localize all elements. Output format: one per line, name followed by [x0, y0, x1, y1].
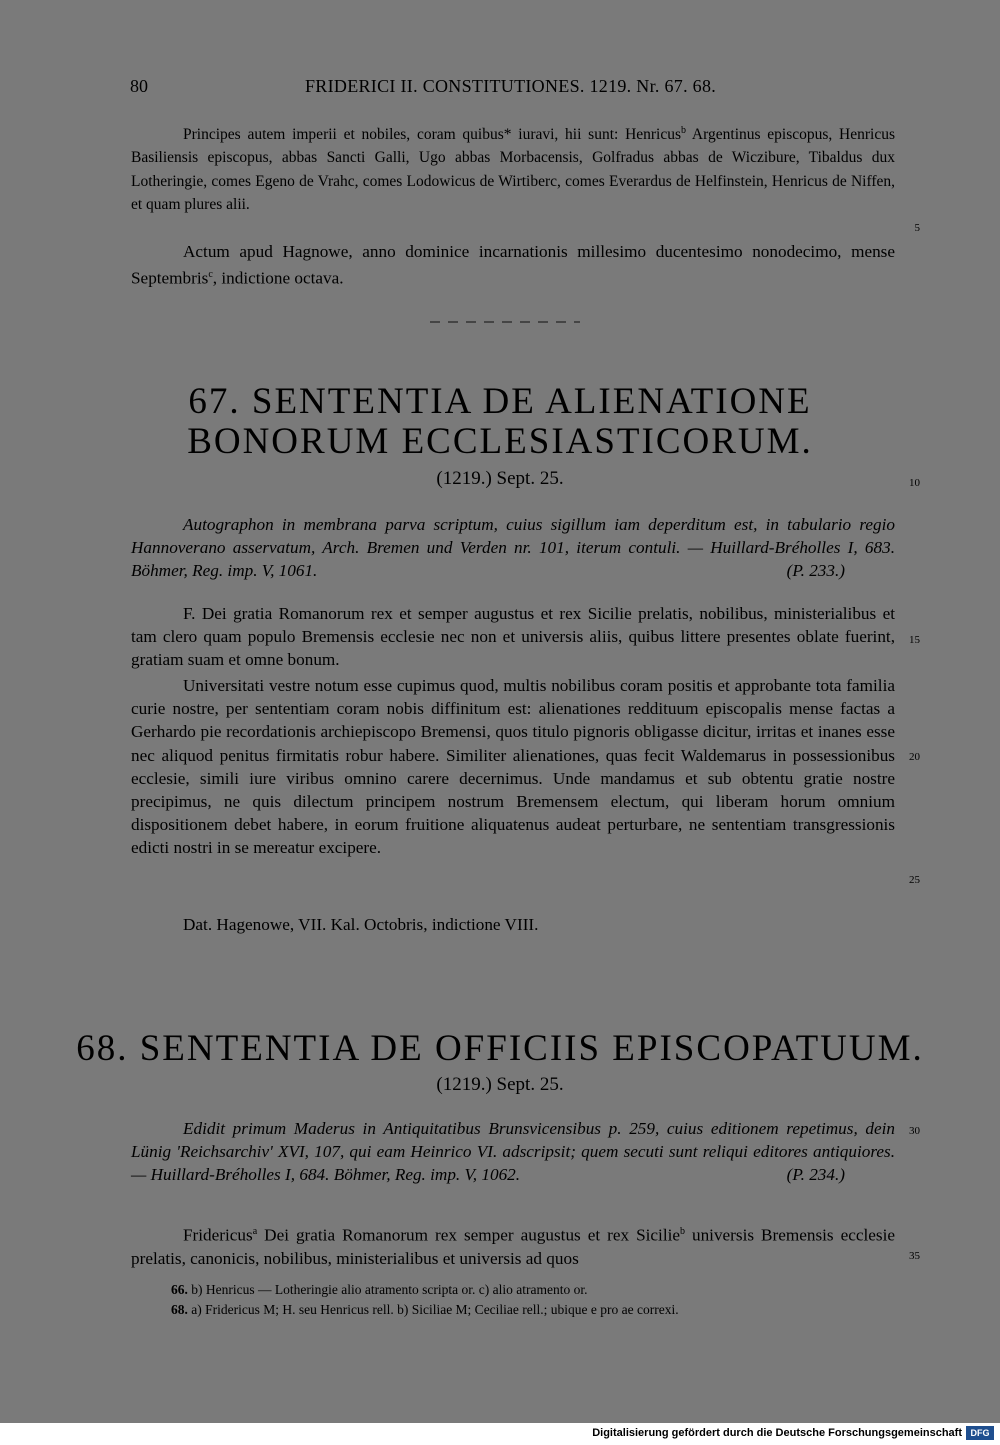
line-number: 20 — [909, 751, 920, 763]
page-number: 80 — [130, 76, 148, 96]
running-title: FRIDERICI II. CONSTITUTIONES. 1219. Nr. 67. 68. — [305, 76, 717, 96]
doc67-title-line2: BONORUM ECCLESIASTICORUM. — [187, 421, 813, 462]
doc67-source: Autographon in membrana parva scriptum, cuius sigillum iam deperditum est, in tabulario regio Hannoverano asservatum, Arch. Bremen und Verden nr. 101, iterum contuli. — Huillard-Bréholles I, 683. Böhmer, Reg. imp. V, 1061. (P. 233.) — [131, 513, 895, 583]
section-divider — [430, 321, 580, 323]
doc67-source-ref: (P. 233.) — [786, 561, 845, 581]
line-number: 15 — [909, 634, 920, 646]
line-number: 10 — [909, 477, 920, 489]
line-number: 30 — [909, 1125, 920, 1137]
doc68-source: Edidit primum Maderus in Antiquitatibus Brunsvicensibus p. 259, cuius editionem repetimus, dein Lünig 'Reichsarchiv' XVI, 107, qui eam Heinrico VI. adscripsit; quem secuti sunt reliqui editores antiquiores. — Huillard-Bréholles I, 684. Böhmer, Reg. imp. V, 1062. (P. 234.) — [131, 1117, 895, 1187]
doc68-title: 68. SENTENTIA DE OFFICIIS EPISCOPATUUM. — [76, 1028, 924, 1069]
doc67-date: (1219.) Sept. 25. — [436, 468, 564, 489]
doc68-date: (1219.) Sept. 25. — [436, 1074, 564, 1095]
actum-paragraph: Actum apud Hagnowe, anno dominice incarnationis millesimo ducentesimo nonodecimo, mense Septembris$^c$, indictione octava. — [131, 242, 895, 288]
doc68-paragraph-1: Fridericus$^a$ Dei gratia Romanorum rex semper augustus et rex Sicilie$^b$ universis Bremensis ecclesie prelatis, canonicis, nobilibus, ministerialibus et universis ad quos — [131, 1225, 895, 1268]
doc67-title-line1: 67. SENTENTIA DE ALIENATIONE — [188, 381, 812, 422]
principes-paragraph: Principes autem imperii et nobiles, coram quibus* iuravi, hii sunt: Henricus$^b$ Argentinus episcopus, Henricus Basiliensis episcopus, abbas Sancti Galli, Ugo abbas Morbacensis, Golfradus abbas de Wiczibure, Tibaldus dux Lotheringie, comes Egeno de Vrahc, comes Lodowicus de Wirtiberc, comes Everardus de Helfinstein, Henricus de Niffen, et quam plures alii. — [131, 125, 896, 213]
dfg-logo-icon: DFG — [966, 1426, 994, 1440]
line-number: 25 — [909, 874, 920, 886]
doc67-paragraph-1: F. Dei gratia Romanorum rex et semper augustus et rex Sicilie prelatis, nobilibus, ministerialibus et tam clero quam populo Bremensis ecclesie nec non et universis aliis, quibus littere presentes oblate fuerint, gratiam suam et omne bonum. — [131, 604, 895, 670]
line-number: 35 — [909, 1250, 920, 1262]
footnote-66: 66. b) Henricus — Lotheringie alio atramento scripta or. c) alio atramento or. — [171, 1282, 588, 1297]
doc67-paragraph-2: Universitati vestre notum esse cupimus quod, multis nobilibus coram positis et approbante tota familia curie nostre, per sententiam coram nobis diffinitum est: alienationes reddituum episcopalis mense factas a Gerhardo pie recordationis archiepiscopo Bremensi, quos titulo pignoris obligasse dicitur, irritas et inanes esse nec aliquod penitus firmitatis robur habere. Similiter alienationes, quas fecit Waldemarus in possessionibus ecclesie, simili iure viribus omnino carere decernimus. Unde mandamus et sub obtentu gratie nostre precipimus, ne quis dilectum principem nostrum Bremensem electum, qui liberam horum omnium dispositionem debet habere, in eorum fruitione aliquatenus audeat perturbare, ne sententiam transgressionis edicti nostri in se mereatur excipere. — [131, 676, 895, 858]
doc67-paragraph-3: Dat. Hagenowe, VII. Kal. Octobris, indictione VIII. — [183, 915, 539, 934]
footer-credit: Digitalisierung gefördert durch die Deutsche Forschungsgemeinschaft — [592, 1427, 962, 1439]
line-number: 5 — [914, 222, 920, 234]
doc68-source-ref: (P. 234.) — [786, 1165, 845, 1185]
footnote-68: 68. a) Fridericus M; H. seu Henricus rell. b) Siciliae M; Ceciliae rell.; ubique e pro ae correxi. — [171, 1302, 679, 1317]
digitization-footer — [0, 1423, 1000, 1445]
